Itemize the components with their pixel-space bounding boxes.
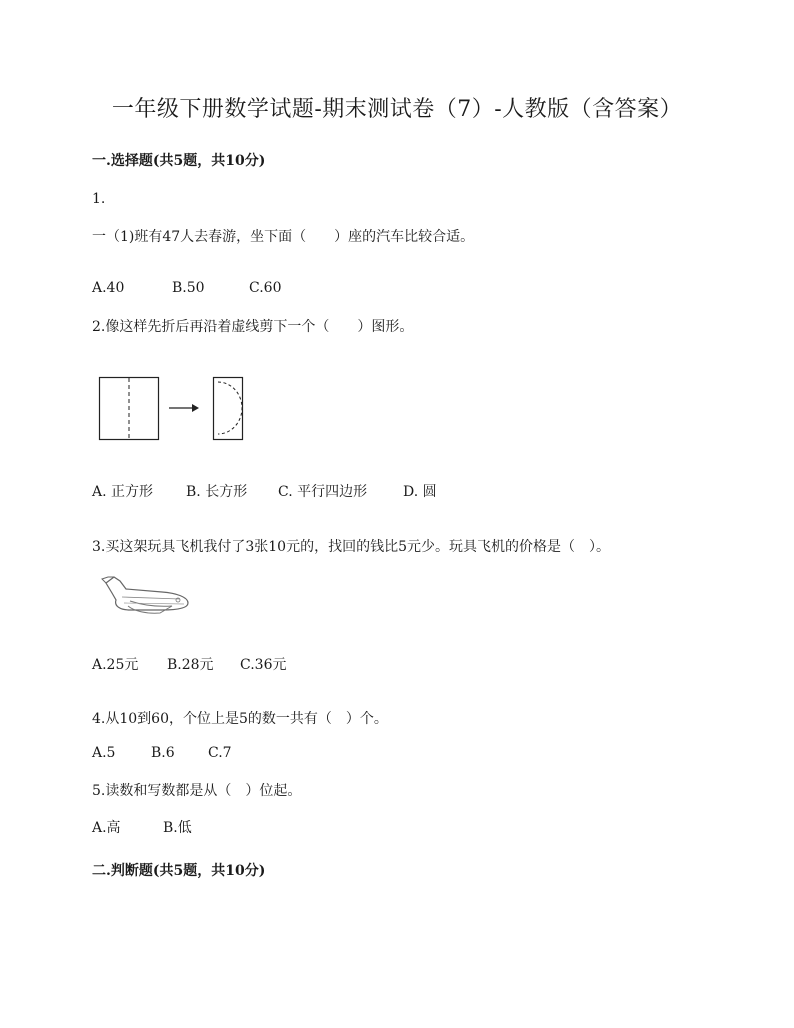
section-heading-choice: 一.选择题(共5题，共10分)	[92, 153, 266, 169]
half-circle-dashed	[218, 382, 242, 434]
question-1-option-b[interactable]: B.50	[172, 280, 205, 296]
toy-airplane-drawing	[100, 573, 192, 615]
folded-paper	[214, 378, 243, 440]
question-4-option-b[interactable]: B.6	[151, 745, 175, 761]
question-3-text: 3.买这架玩具飞机我付了3张10元的，找回的钱比5元少。玩具飞机的价格是（ ）。	[92, 539, 610, 555]
question-1-number: 1.	[92, 191, 106, 207]
arrow-head-icon	[192, 404, 199, 412]
question-4-text: 4.从10到60，个位上是5的数一共有（ ）个。	[92, 711, 388, 727]
question-2-option-d[interactable]: D. 圆	[403, 484, 437, 500]
section-heading-judgement: 二.判断题(共5题，共10分)	[92, 863, 266, 879]
question-3-option-c[interactable]: C.36元	[240, 657, 287, 673]
page-title: 一年级下册数学试题-期末测试卷（7）-人教版（含答案）	[111, 97, 683, 122]
question-3-option-a[interactable]: A.25元	[92, 657, 139, 673]
question-2-option-a[interactable]: A. 正方形	[92, 484, 154, 500]
question-3-option-b[interactable]: B.28元	[167, 657, 214, 673]
question-1-text: 一（1)班有47人去春游，坐下面（ ）座的汽车比较合适。	[92, 229, 475, 245]
plane-stripe	[122, 597, 180, 599]
plane-stripe-2	[124, 603, 184, 604]
question-5-text: 5.读数和写数都是从（ ）位起。	[92, 783, 302, 799]
question-1-option-a[interactable]: A.40	[92, 280, 125, 296]
question-2-text: 2.像这样先折后再沿着虚线剪下一个（ ）图形。	[92, 319, 414, 335]
question-2-option-b[interactable]: B. 长方形	[186, 484, 248, 500]
question-2-option-c[interactable]: C. 平行四边形	[278, 484, 368, 500]
fold-cut-figure	[96, 374, 256, 444]
question-5-option-a[interactable]: A.高	[92, 820, 121, 836]
question-1-option-c[interactable]: C.60	[249, 280, 282, 296]
question-4-option-a[interactable]: A.5	[92, 745, 116, 761]
question-4-option-c[interactable]: C.7	[208, 745, 232, 761]
question-5-option-b[interactable]: B.低	[163, 820, 192, 836]
